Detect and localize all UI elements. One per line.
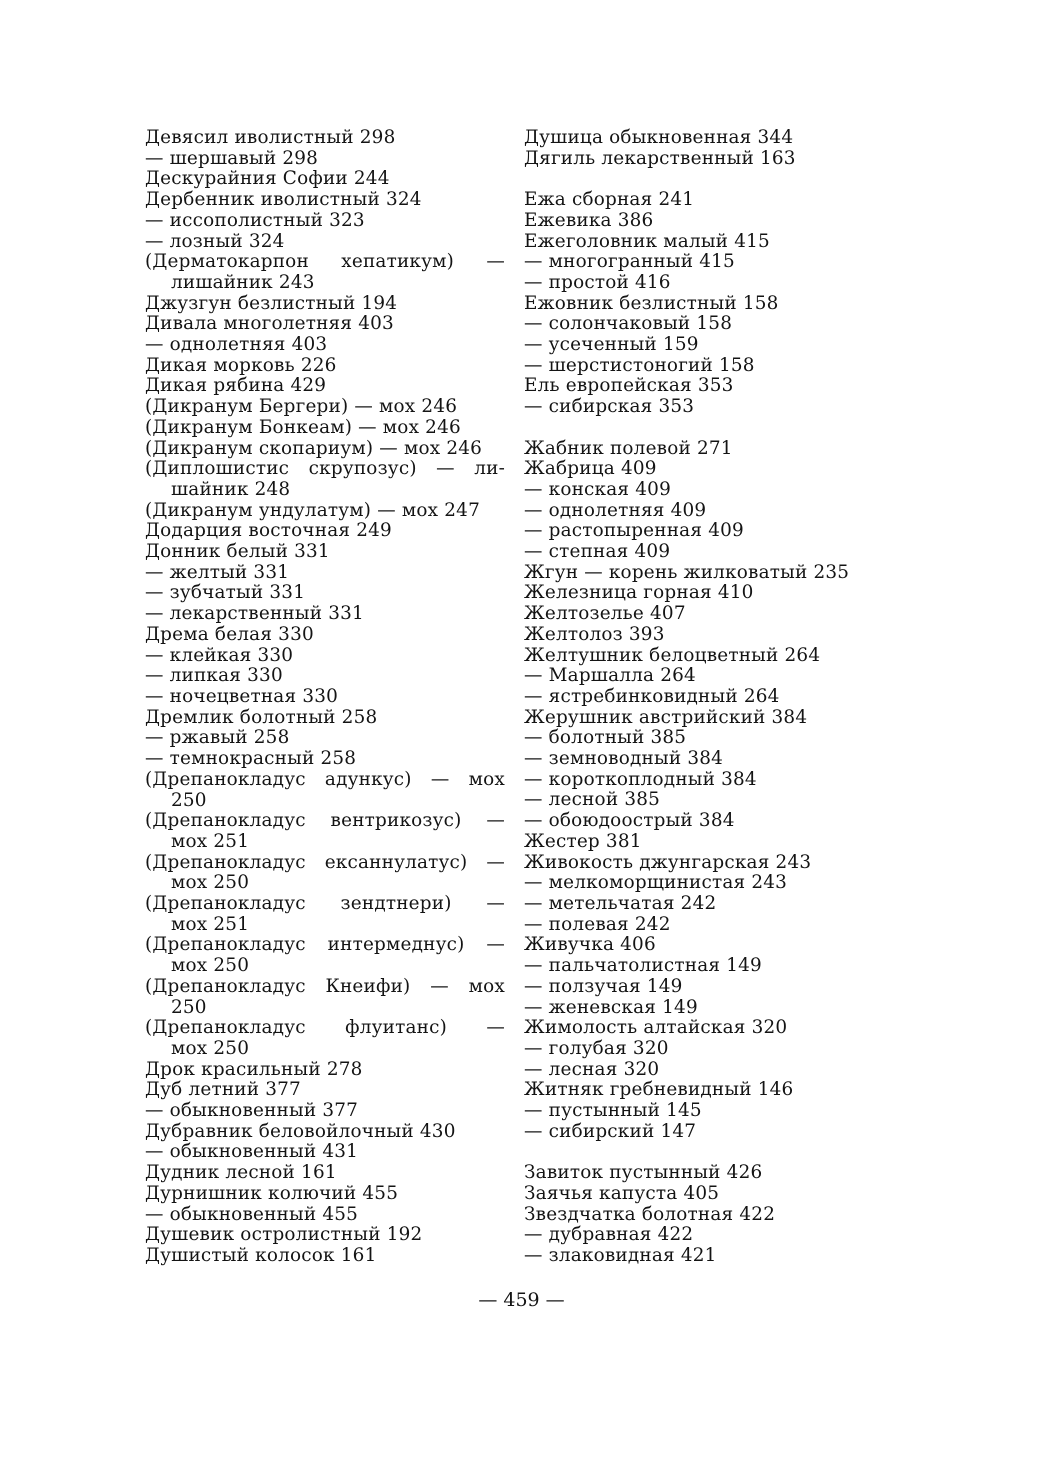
index-entry: Дуб летний 377 <box>145 1079 301 1101</box>
index-entry: Жерушник австрийский 384 <box>524 706 808 728</box>
index-entry: Жабник полевой 271 <box>524 437 733 459</box>
index-entry: (Дрепанокладус Кнеифи) — мох <box>145 975 505 997</box>
index-entry: — усеченный 159 <box>524 334 699 356</box>
index-entry: (Дрепанокладус вентрикозус) — <box>145 810 505 832</box>
index-entry: Желтозелье 407 <box>524 603 686 625</box>
index-entry-continuation: мох 250 <box>171 1037 250 1059</box>
index-entry: (Дикранум Бонкеам) — мох 246 <box>145 416 461 438</box>
index-entry: — сибирская 353 <box>524 396 695 418</box>
index-entry: Живучка 406 <box>524 934 656 956</box>
index-entry: Дягиль лекарственный 163 <box>524 147 796 169</box>
index-entry: — ночецветная 330 <box>145 685 339 707</box>
index-entry: — ползучая 149 <box>524 975 683 997</box>
index-entry-continuation: мох 251 <box>171 913 250 935</box>
index-entry: Ежовник безлистный 158 <box>524 292 779 314</box>
index-entry: Ель европейская 353 <box>524 375 734 397</box>
index-entry: — шершавый 298 <box>145 147 319 169</box>
index-entry: — лозный 324 <box>145 230 285 252</box>
index-entry: Джузгун безлистный 194 <box>145 292 398 314</box>
index-entry: Душистый колосок 161 <box>145 1244 377 1266</box>
index-entry: — растопыренная 409 <box>524 520 744 542</box>
index-entry: (Дикранум скопариум) — мох 246 <box>145 437 483 459</box>
index-entry: — пальчатолистная 149 <box>524 955 762 977</box>
index-column-left <box>145 128 505 1267</box>
index-entry: Жабрица 409 <box>524 458 657 480</box>
index-entry: (Дрепанокладус ексаннулатус) — <box>145 851 505 873</box>
index-entry: Дубравник беловойлочный 430 <box>145 1120 456 1142</box>
index-entry: Дудник лесной 161 <box>145 1162 337 1184</box>
index-entry: — липкая 330 <box>145 665 283 687</box>
index-entry: — шерстистоногий 158 <box>524 354 755 376</box>
index-entry: — лесная 320 <box>524 1058 660 1080</box>
index-entry: — мелкоморщинистая 243 <box>524 872 788 894</box>
index-entry: — сибирский 147 <box>524 1120 697 1142</box>
index-entry-continuation: лишайник 243 <box>171 271 315 293</box>
index-entry: Душица обыкновенная 344 <box>524 127 794 148</box>
index-entry: — ржавый 258 <box>145 727 290 749</box>
index-entry: — однолетняя 409 <box>524 499 707 521</box>
index-entry: — короткоплодный 384 <box>524 768 757 790</box>
index-entry: — простой 416 <box>524 271 671 293</box>
index-entry: — ястребинковидный 264 <box>524 685 780 707</box>
index-entry: Жестер 381 <box>524 830 642 852</box>
index-entry: (Дрепанокладус зендтнери) — <box>145 893 505 915</box>
index-entry: — обыкновенный 455 <box>145 1203 359 1225</box>
index-entry: Заячья капуста 405 <box>524 1182 720 1204</box>
index-entry: — иссополистный 323 <box>145 209 365 231</box>
index-entry: — лекарственный 331 <box>145 603 364 625</box>
index-entry: Девясил иволистный 298 <box>145 127 396 148</box>
index-entry: — дубравная 422 <box>524 1224 694 1246</box>
index-entry: — Маршалла 264 <box>524 665 696 687</box>
index-entry: Дикая морковь 226 <box>145 354 337 376</box>
index-entry: Завиток пустынный 426 <box>524 1162 763 1184</box>
index-entry-continuation: мох 251 <box>171 830 250 852</box>
index-entry: — обыкновенный 431 <box>145 1141 359 1163</box>
index-column-right <box>524 128 924 1267</box>
index-entry-continuation: 250 <box>171 789 207 811</box>
index-entry: Додарция восточная 249 <box>145 520 392 542</box>
index-entry: Дремлик болотный 258 <box>145 706 378 728</box>
index-entry: — пустынный 145 <box>524 1100 702 1122</box>
index-entry: (Дикранум Бергери) — мох 246 <box>145 396 458 418</box>
index-entry: — голубая 320 <box>524 1037 669 1059</box>
index-entry: Душевик остролистный 192 <box>145 1224 423 1246</box>
index-entry: Дескурайния Софии 244 <box>145 168 390 190</box>
index-entry: Дивала многолетняя 403 <box>145 313 394 335</box>
index-entry: Дурнишник колючий 455 <box>145 1182 399 1204</box>
index-entry: Житняк гребневидный 146 <box>524 1079 794 1101</box>
index-entry: — метельчатая 242 <box>524 892 717 914</box>
index-entry: (Дрепанокладус флуитанс) — <box>145 1017 505 1039</box>
index-entry: Дрок красильный 278 <box>145 1058 363 1080</box>
index-entry: Ежеголовник малый 415 <box>524 230 770 252</box>
index-entry: Ежа сборная 241 <box>524 189 695 211</box>
index-entry: Донник белый 331 <box>145 541 330 563</box>
index-entry: (Дерматокарпон хепатикум) — <box>145 251 505 273</box>
index-entry: (Диплошистис скрупозус) — ли- <box>145 458 505 480</box>
index-entry: Ежевика 386 <box>524 209 654 231</box>
index-entry: — обоюдоострый 384 <box>524 810 735 832</box>
index-entry: — степная 409 <box>524 541 671 563</box>
index-entry: — женевская 149 <box>524 996 698 1018</box>
index-entry: Живокость джунгарская 243 <box>524 851 812 873</box>
index-entry: — лесной 385 <box>524 789 661 811</box>
page-number: — 459 — <box>478 1289 565 1311</box>
index-entry: — земноводный 384 <box>524 748 724 770</box>
index-entry-continuation: шайник 248 <box>171 478 291 500</box>
index-entry: — зубчатый 331 <box>145 582 306 604</box>
index-entry: Жгун — корень жилковатый 235 <box>524 561 850 583</box>
index-entry: (Дрепанокладус адункус) — мох <box>145 768 505 790</box>
index-entry: — злаковидная 421 <box>524 1244 717 1266</box>
index-entry: — желтый 331 <box>145 561 290 583</box>
index-entry: — солончаковый 158 <box>524 313 733 335</box>
index-entry: Желтолоз 393 <box>524 623 665 645</box>
index-entry: (Дикранум ундулатум) — мох 247 <box>145 499 480 521</box>
index-entry: Дикая рябина 429 <box>145 375 327 397</box>
index-entry: — болотный 385 <box>524 727 687 749</box>
index-entry: — обыкновенный 377 <box>145 1100 359 1122</box>
index-entry: Железница горная 410 <box>524 582 754 604</box>
index-entry: Звездчатка болотная 422 <box>524 1203 776 1225</box>
index-entry: — конская 409 <box>524 478 671 500</box>
index-entry: — полевая 242 <box>524 913 671 935</box>
index-entry-continuation: мох 250 <box>171 955 250 977</box>
index-entry-continuation: мох 250 <box>171 872 250 894</box>
index-entry: Дрема белая 330 <box>145 623 314 645</box>
index-entry: Жимолость алтайская 320 <box>524 1017 788 1039</box>
index-entry-continuation: 250 <box>171 996 207 1018</box>
index-entry: — темнокрасный 258 <box>145 748 357 770</box>
index-entry: Дербенник иволистный 324 <box>145 189 422 211</box>
index-entry: (Дрепанокладус интермеднус) — <box>145 934 505 956</box>
index-entry: Желтушник белоцветный 264 <box>524 644 821 666</box>
index-entry: — однолетняя 403 <box>145 334 328 356</box>
index-entry: — клейкая 330 <box>145 644 294 666</box>
index-entry: — многогранный 415 <box>524 251 735 273</box>
